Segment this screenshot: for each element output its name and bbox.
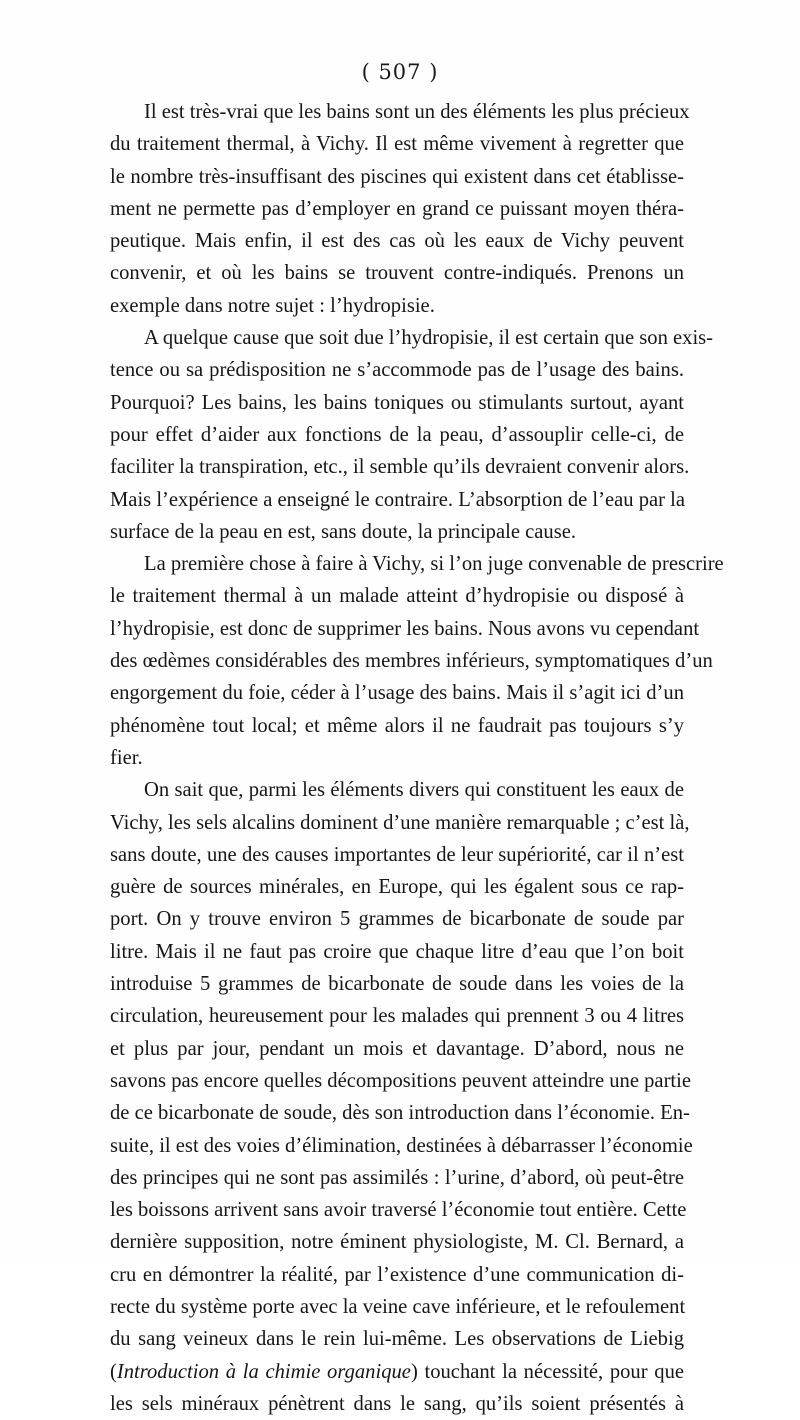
page-number: ( 507 ) xyxy=(361,60,439,84)
text-line: peutique. Mais enfin, il est des cas où les eaux de Vichy peuvent xyxy=(110,230,684,253)
text-line: des œdèmes considérables des membres inférieurs, symptomatiques d’un xyxy=(110,650,713,673)
text-line: A quelque cause que soit due l’hydropisie, il est certain que son exis- xyxy=(144,327,714,350)
text-line: guère de sources minérales, en Europe, qui les égalent sous ce rap- xyxy=(110,876,684,899)
text-line: engorgement du foie, céder à l’usage des bains. Mais il s’agit ici d’un xyxy=(110,682,684,705)
text-line: La première chose à faire à Vichy, si l’on juge convenable de prescrire xyxy=(144,553,724,576)
text-line: tence ou sa prédisposition ne s’accommode pas de l’usage des bains. xyxy=(110,359,684,382)
text-line: litre. Mais il ne faut pas croire que chaque litre d’eau que l’on boit xyxy=(110,940,684,963)
text-line: suite, il est des voies d’élimination, destinées à débarrasser l’économie xyxy=(110,1134,693,1157)
text-line: circulation, heureusement pour les malades qui prennent 3 ou 4 litres xyxy=(110,1005,684,1028)
text-line: les sels minéraux pénètrent dans le sang, qu’ils soient présentés à xyxy=(110,1392,684,1415)
text-line: surface de la peau en est, sans doute, la principale cause. xyxy=(110,520,577,543)
text-line: et plus par jour, pendant un mois et davantage. D’abord, nous ne xyxy=(110,1037,684,1060)
text-line: sans doute, une des causes importantes de leur supériorité, car il n’est xyxy=(110,843,684,866)
text-line: exemple dans notre sujet : l’hydropisie. xyxy=(110,294,435,317)
text-line: recte du système porte avec la veine cave inférieure, et le refoulement xyxy=(110,1295,686,1318)
paren-open: ( xyxy=(110,1360,117,1383)
text-line: le nombre très-insuffisant des piscines qui existent dans cet établisse- xyxy=(110,165,684,188)
text-line: pour effet d’aider aux fonctions de la peau, d’assouplir celle-ci, de xyxy=(110,423,684,446)
text-line: faciliter la transpiration, etc., il semble qu’ils devraient convenir alors. xyxy=(110,456,690,479)
paragraph-4 xyxy=(110,774,693,1420)
text-line: cru en démontrer la réalité, par l’existence d’une communication di- xyxy=(110,1263,684,1286)
paragraph-1 xyxy=(110,96,690,322)
text-line-with-italic-title xyxy=(110,1356,684,1388)
text-line: Mais l’expérience a enseigné le contraire. L’absorption de l’eau par la xyxy=(110,488,686,511)
text-line: On sait que, parmi les éléments divers qui constituent les eaux de xyxy=(144,779,684,802)
text-line: port. On y trouve environ 5 grammes de bicarbonate de soude par xyxy=(110,908,684,931)
text-line: l’hydropisie, est donc de supprimer les bains. Nous avons vu cependant xyxy=(110,617,700,640)
paragraph-2 xyxy=(110,322,714,548)
paragraph-3 xyxy=(110,548,724,774)
text-line: du traitement thermal, à Vichy. Il est même vivement à regretter que xyxy=(110,133,684,156)
text-line: le traitement thermal à un malade atteint d’hydropisie ou disposé à xyxy=(110,585,684,608)
text-line: dernière supposition, notre éminent physiologiste, M. Cl. Bernard, a xyxy=(110,1231,684,1254)
text-line: Il est très-vrai que les bains sont un des éléments les plus précieux xyxy=(144,101,690,123)
text-line: phénomène tout local; et même alors il ne faudrait pas toujours s’y xyxy=(110,714,684,737)
text-line: introduise 5 grammes de bicarbonate de soude dans les voies de la xyxy=(110,973,684,996)
text-line: de ce bicarbonate de soude, dès son introduction dans l’économie. En- xyxy=(110,1102,690,1125)
text-line: ment ne permette pas d’employer en grand ce puissant moyen théra- xyxy=(110,197,684,220)
text-line: du sang veineux dans le rein lui-même. Les observations de Liebig xyxy=(110,1328,684,1351)
line-rest: touchant la nécessité, pour que xyxy=(417,1360,685,1383)
text-line: les boissons arrivent sans avoir traversé l’économie tout entière. Cette xyxy=(110,1199,687,1222)
text-line: Vichy, les sels alcalins dominent d’une manière remarquable ; c’est là, xyxy=(110,811,690,834)
text-line: fier. xyxy=(110,746,143,769)
italic-book-title: Introduction à la chimie organique xyxy=(116,1360,411,1383)
text-line: savons pas encore quelles décompositions peuvent atteindre une partie xyxy=(110,1069,692,1092)
text-line: Pourquoi? Les bains, les bains toniques ou stimulants surtout, ayant xyxy=(110,391,684,414)
body-text xyxy=(110,96,724,1420)
text-line: convenir, et où les bains se trouvent contre-indiqués. Prenons un xyxy=(110,262,684,285)
paren-close: ) xyxy=(410,1360,418,1383)
text-line: des principes qui ne sont pas assimilés : l’urine, d’abord, où peut-être xyxy=(110,1166,684,1189)
